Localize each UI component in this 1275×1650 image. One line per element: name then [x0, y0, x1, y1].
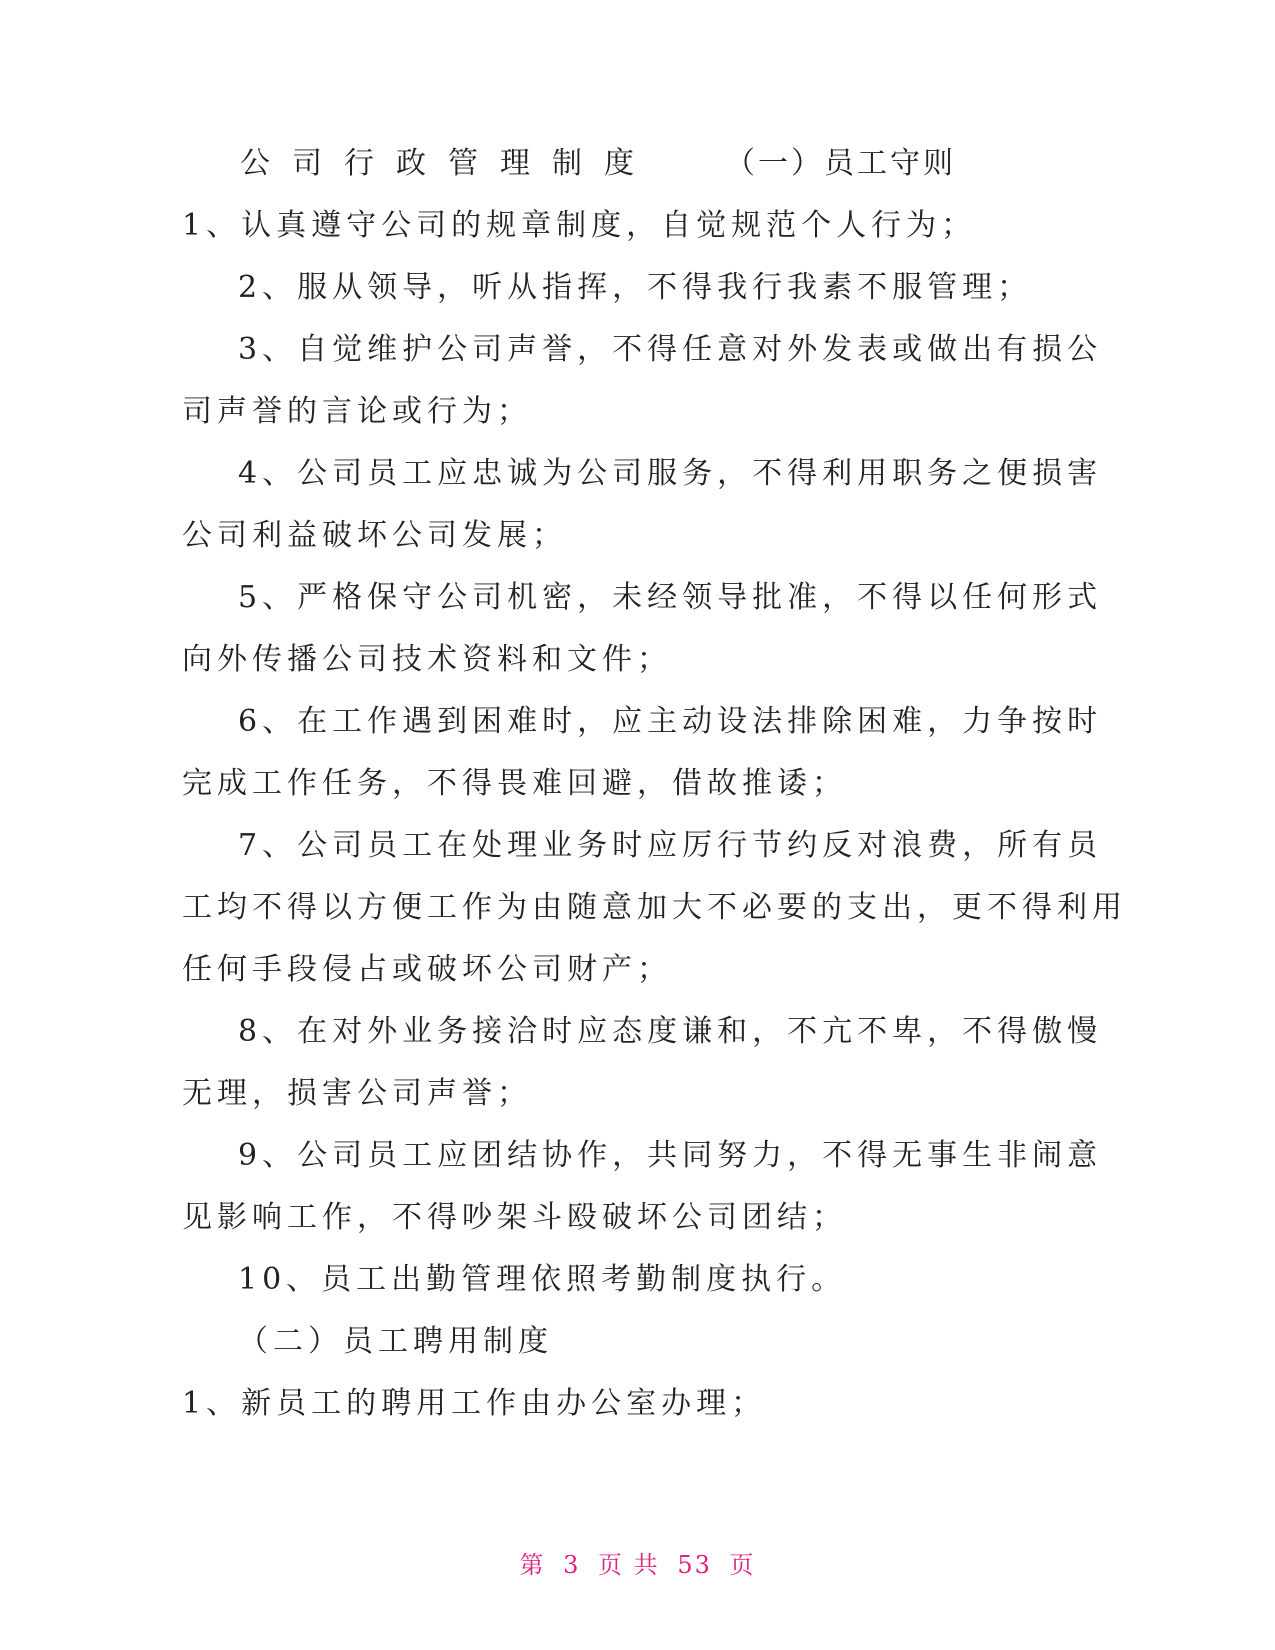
rule-line: 8、在对外业务接洽时应态度谦和，不亢不卑，不得傲慢 [238, 1014, 1103, 1049]
rule-line: 2、服从领导，听从指挥，不得我行我素不服管理； [238, 270, 1033, 305]
rule-line: 见影响工作，不得吵架斗殴破坏公司团结； [182, 1200, 847, 1235]
rule-line: 1、新员工的聘用工作由办公室办理； [182, 1386, 767, 1421]
footer-label-end: 页 [729, 1551, 756, 1579]
rule-line: 公司利益破坏公司发展； [182, 518, 567, 553]
page-footer [0, 1545, 1275, 1580]
rule-line: 1、认真遵守公司的规章制度，自觉规范个人行为； [182, 208, 977, 243]
footer-total-pages: 53 [677, 1551, 712, 1579]
rule-line: 司声誉的言论或行为； [182, 394, 532, 429]
rule-line: 10、员工出勤管理依照考勤制度执行。 [238, 1262, 847, 1297]
section-heading-1: （一）员工守则 [725, 146, 956, 181]
rule-line: 4、公司员工应忠诚为公司服务，不得利用职务之便损害 [238, 456, 1103, 491]
document-title: 公司行政管理制度 [240, 146, 656, 181]
footer-current-page: 3 [563, 1551, 581, 1579]
rule-line: 向外传播公司技术资料和文件； [182, 642, 672, 677]
rule-line: 5、严格保守公司机密，未经领导批准，不得以任何形式 [238, 580, 1103, 615]
footer-label-page: 第 [519, 1551, 546, 1579]
footer-label-of: 页 共 [598, 1551, 660, 1579]
rule-line: 无理，损害公司声誉； [182, 1076, 532, 1111]
rule-line: 7、公司员工在处理业务时应厉行节约反对浪费，所有员 [238, 828, 1103, 863]
rule-line: 完成工作任务，不得畏难回避，借故推诿； [182, 766, 847, 801]
rule-line: 任何手段侵占或破坏公司财产； [182, 952, 672, 987]
rule-line: 9、公司员工应团结协作，共同努力，不得无事生非闹意 [238, 1138, 1103, 1173]
section-heading-2: （二）员工聘用制度 [238, 1324, 553, 1359]
rule-line: 6、在工作遇到困难时，应主动设法排除困难，力争按时 [238, 704, 1103, 739]
rule-line: 工均不得以方便工作为由随意加大不必要的支出，更不得利用 [182, 890, 1127, 925]
rule-line: 3、自觉维护公司声誉，不得任意对外发表或做出有损公 [238, 332, 1103, 367]
